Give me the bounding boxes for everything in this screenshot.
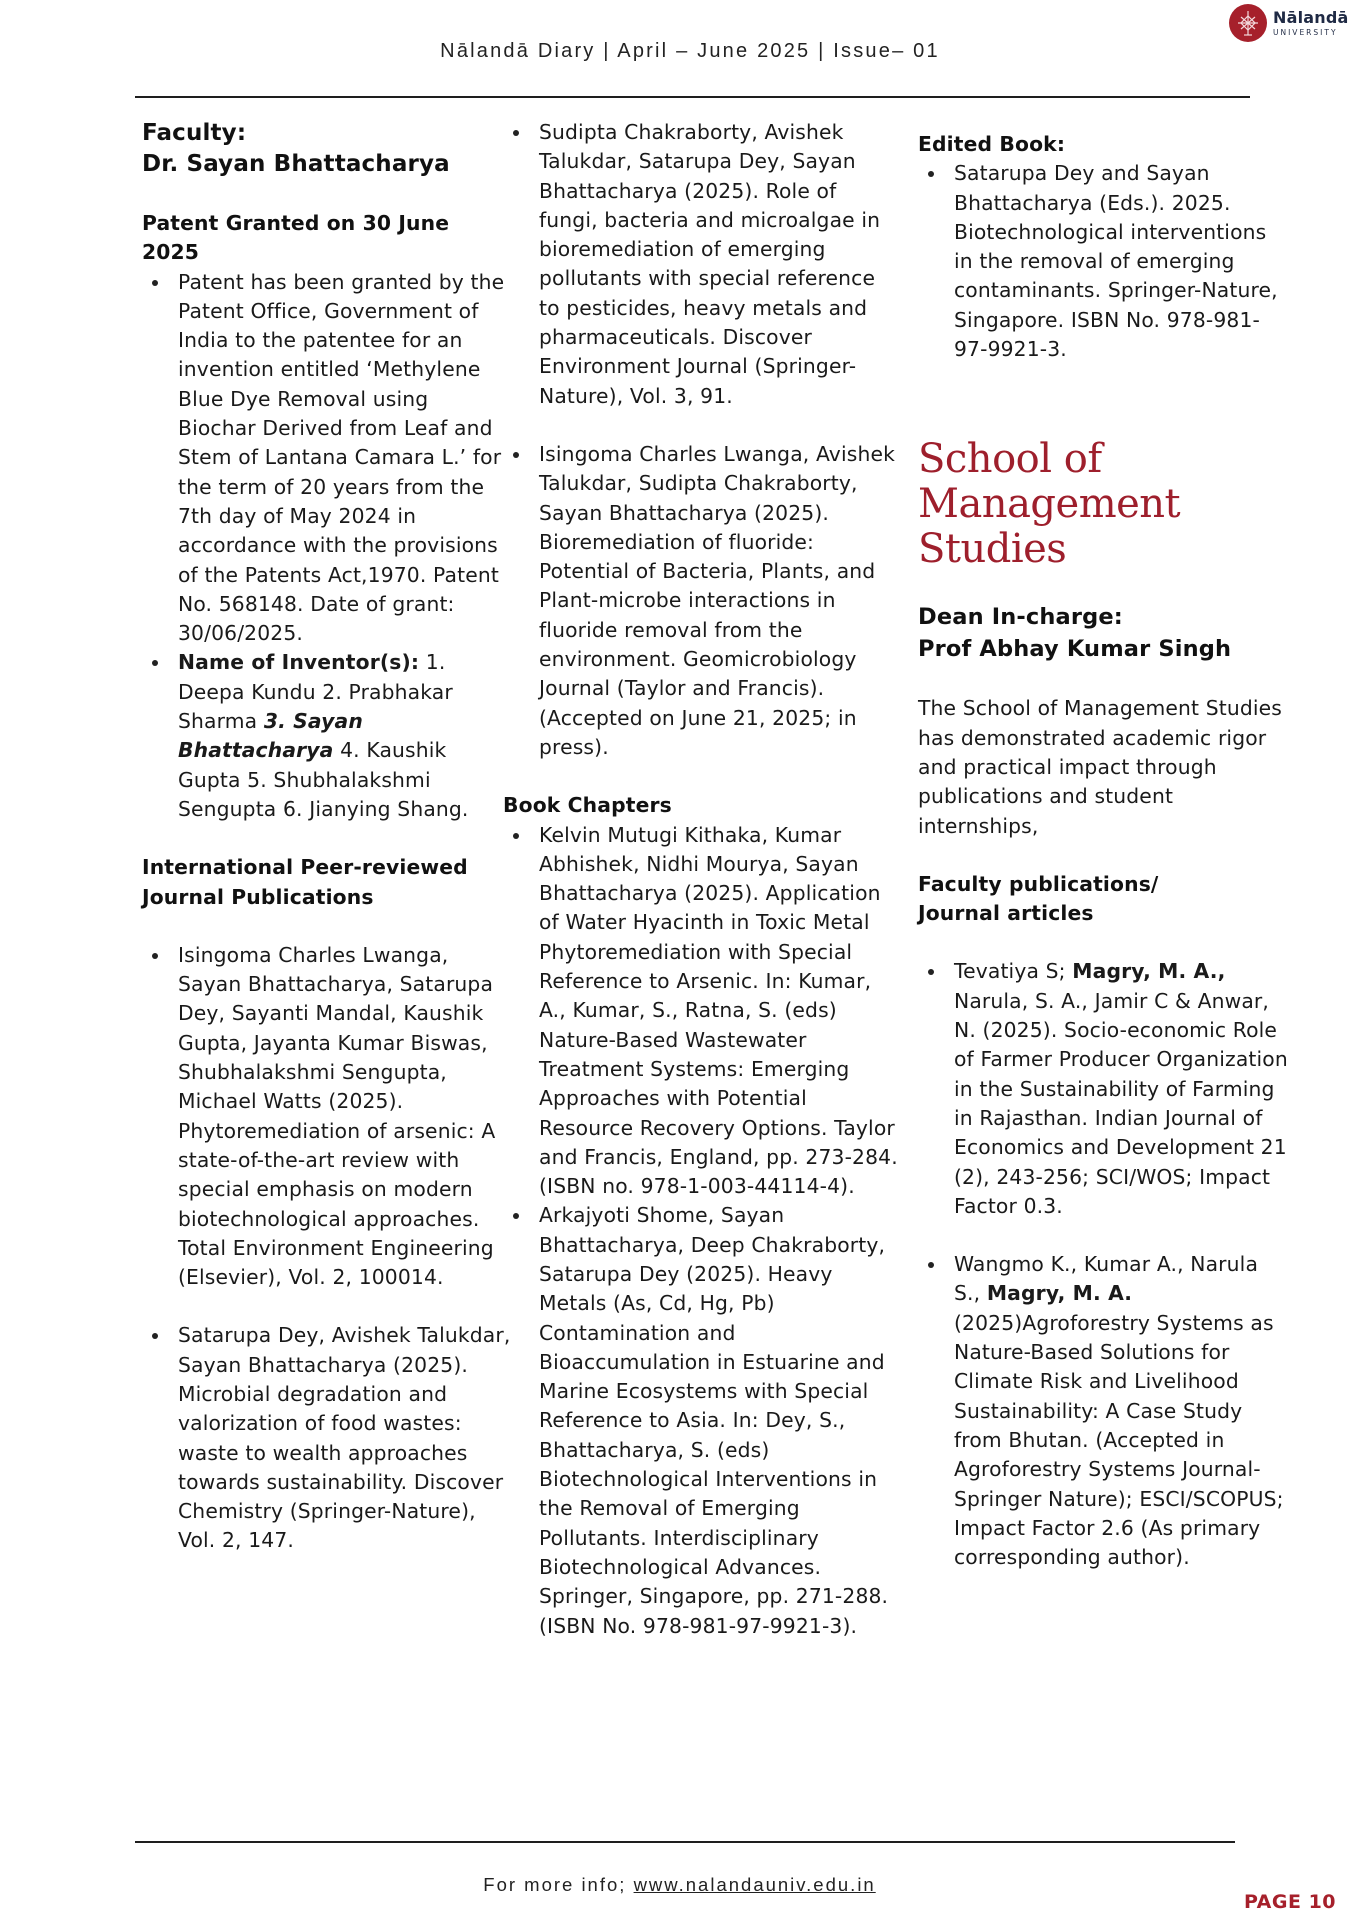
inventors-label: Name of Inventor(s): (178, 650, 420, 675)
book-chapters-list (503, 821, 898, 1641)
newsletter-header-title: Nālandā Diary | April – June 2025 | Issue– 01 (440, 40, 940, 62)
faculty-publication-item (954, 1250, 1288, 1572)
book-chapter-item: Kelvin Mutugi Kithaka, Kumar Abhishek, Nidhi Mourya, Sayan Bhattacharya (2025). Application of Water Hyacinth in Toxic Metal Phytoremediation with Special Reference to Arsenic. In: Kumar, A., Kumar, S., Ratna, S. (eds) Nature-Based Wastewater Treatment Systems: Emerging Approaches with Potential Resource Recovery Options. Taylor and Francis, England, pp. 273-284. (ISBN no. 978-1-003-44114-4). (539, 821, 898, 1202)
patent-heading: Patent Granted on 30 June 2025 (142, 211, 450, 265)
publication-item: Isingoma Charles Lwanga, Sayan Bhattacharya, Satarupa Dey, Sayanti Mandal, Kaushik Gupta, Jayanta Kumar Biswas, Shubhalakshmi Sengupta, Michael Watts (2025). Phytoremediation of arsenic: A state-of-the-art review with special emphasis on modern biotechnological approaches. Total Environment Engineering (Elsevier), Vol. 2, 100014. (178, 941, 512, 1293)
patent-item: Patent has been granted by the Patent Office, Government of India to the patentee for an invention entitled ‘Methylene Blue Dye Removal using Biochar Derived from Leaf and Stem of Lantana Camara L.’ for the term of 20 years from the 7th day of May 2024 in accordance with the provisions of the Patents Act,1970. Patent No. 568148. Date of grant: 30/06/2025. (178, 268, 512, 649)
footer-info (0, 1874, 1359, 1896)
middle-column (503, 118, 898, 1641)
faculty-publication-item (954, 957, 1288, 1221)
inventors-before: 1. Deepa Kundu 2. Prabhakar Sharma (178, 650, 453, 734)
publications-heading-line1: Faculty publications/ (918, 871, 1159, 896)
footer-divider (135, 1841, 1235, 1843)
edited-book-heading: Edited Book: (918, 132, 1066, 156)
header-divider (135, 96, 1250, 98)
left-column (142, 118, 512, 1556)
journal-heading: International Peer-reviewed Journal Publications (142, 855, 468, 909)
edited-book-list (918, 159, 1288, 364)
website-link[interactable]: www.nalandauniv.edu.in (633, 1874, 876, 1895)
inventors-after: 4. Kaushik Gupta 5. Shubhalakshmi Sengupta 6. Jianying Shang. (178, 738, 469, 821)
logo-name: Nālandā (1273, 7, 1349, 27)
dean-label: Dean In-charge: (918, 604, 1123, 631)
inventors-item (178, 648, 512, 824)
pub-details: Narula, S. A., Jamir C & Anwar, N. (2025). Socio-economic Role of Farmer Producer Organization in the Sustainability of Farming in Rajasthan. Indian Journal of Economics and Development 21 (2), 243-256; SCI/WOS; Impact Factor 0.3. (954, 988, 1288, 1218)
dean-name: Prof Abhay Kumar Singh (918, 636, 1232, 663)
school-title: School of Management Studies (918, 436, 1181, 573)
pub-author-highlight: Magry, M. A., (1072, 959, 1226, 984)
publications-heading-line2: Journal articles (918, 901, 1094, 926)
pub-authors-before: Wangmo K., Kumar A., Narula S., (954, 1252, 1259, 1306)
nalanda-emblem-icon (1229, 4, 1267, 42)
pub-author-highlight: Magry, M. A. (986, 1281, 1133, 1306)
footer-prefix: For more info; (483, 1874, 634, 1895)
book-chapter-item: Arkajyoti Shome, Sayan Bhattacharya, Deep Chakraborty, Satarupa Dey (2025). Heavy Metals (As, Cd, Hg, Pb) Contamination and Bioaccumulation in Estuarine and Marine Ecosystems with Special Reference to Asia. In: Dey, S., Bhattacharya, S. (eds) Biotechnological Interventions in the Removal of Emerging Pollutants. Interdisciplinary Biotechnological Advances. Springer, Singapore, pp. 271-288. (ISBN No. 978-981-97-9921-3). (539, 1201, 898, 1640)
pub-authors-before: Tevatiya S; (954, 959, 1073, 984)
faculty-publications-list (918, 957, 1288, 1572)
inventors-highlight: 3. Sayan Bhattacharya (178, 709, 363, 763)
page-number: PAGE 10 (1244, 1891, 1337, 1913)
faculty-name: Dr. Sayan Bhattacharya (142, 151, 450, 177)
publication-item: Sudipta Chakraborty, Avishek Talukdar, Satarupa Dey, Sayan Bhattacharya (2025). Role of fungi, bacteria and microalgae in bioremediation of emerging pollutants with special reference to pesticides, heavy metals and pharmaceuticals. Discover Environment Journal (Springer-Nature), Vol. 3, 91. (539, 118, 898, 411)
pub-details: (2025)Agroforestry Systems as Nature-Based Solutions for Climate Risk and Livelihood Sustainability: A Case Study from Bhutan. (Accepted in Agroforestry Systems Journal- Springer Nature); ESCI/SCOPUS; Impact Factor 2.6 (As primary corresponding author). (954, 1310, 1284, 1570)
journal-list-left (142, 941, 512, 1556)
right-column (918, 130, 1288, 1572)
logo-subtitle: UNIVERSITY (1273, 27, 1338, 37)
journal-list-middle (503, 118, 898, 762)
book-chapters-heading: Book Chapters (503, 793, 672, 818)
patent-list (142, 268, 512, 825)
faculty-label: Faculty: (142, 120, 247, 146)
university-logo (1229, 4, 1349, 42)
publication-item: Isingoma Charles Lwanga, Avishek Talukdar, Sudipta Chakraborty, Sayan Bhattacharya (2025). Bioremediation of fluoride: Potential of Bacteria, Plants, and Plant-microbe interactions in fluoride removal from the environment. Geomicrobiology Journal (Taylor and Francis). (Accepted on June 21, 2025; in press). (539, 440, 898, 762)
school-intro: The School of Management Studies has demonstrated academic rigor and practical impact through publications and student internships, (918, 696, 1283, 838)
publication-item: Satarupa Dey, Avishek Talukdar, Sayan Bhattacharya (2025). Microbial degradation and valorization of food wastes: waste to wealth approaches towards sustainability. Discover Chemistry (Springer-Nature), Vol. 2, 147. (178, 1321, 512, 1555)
edited-book-item: Satarupa Dey and Sayan Bhattacharya (Eds.). 2025. Biotechnological interventions in the removal of emerging contaminants. Springer-Nature, Singapore. ISBN No. 978-981-97-9921-3. (954, 159, 1288, 364)
